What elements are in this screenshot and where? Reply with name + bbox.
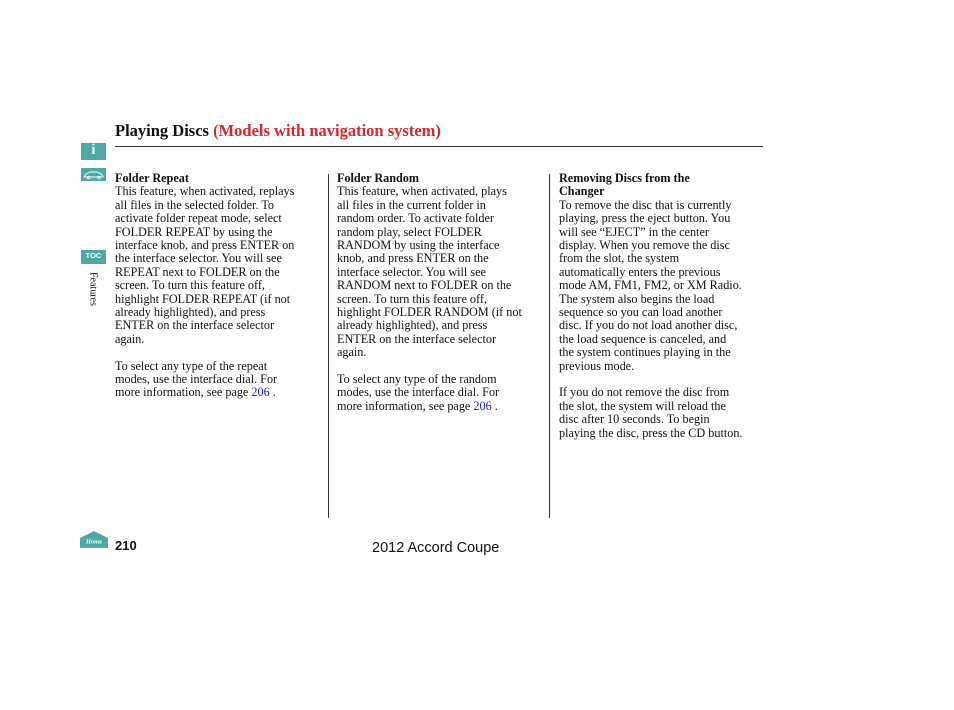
note-line: If you do not remove the disc from bbox=[559, 385, 730, 400]
folder-repeat-heading: Folder Repeat bbox=[115, 171, 189, 185]
body-line: all files in the current folder in bbox=[337, 197, 486, 212]
folder-random-section bbox=[337, 172, 543, 413]
body-line: interface selector. You will see bbox=[337, 264, 486, 279]
reference-prefix: more information, see page bbox=[337, 398, 471, 413]
body-line: will see “EJECT” in the center bbox=[559, 224, 709, 239]
removing-discs-heading: Removing Discs from the bbox=[559, 171, 690, 185]
page-title bbox=[115, 121, 441, 141]
body-line: the interface selector. You will see bbox=[115, 251, 282, 266]
toc-label: TOC bbox=[85, 251, 102, 260]
home-icon[interactable] bbox=[80, 531, 108, 548]
body-line: FOLDER REPEAT by using the bbox=[115, 224, 273, 239]
folder-random-heading: Folder Random bbox=[337, 171, 420, 185]
body-line: ENTER on the interface selector bbox=[115, 318, 275, 333]
folder-repeat-section bbox=[115, 172, 321, 400]
page-link-206[interactable]: 206 bbox=[251, 385, 270, 400]
note-line: modes, use the interface dial. For bbox=[337, 385, 500, 400]
body-line: screen. To turn this feature off, bbox=[115, 278, 265, 293]
body-line: from the slot, the system bbox=[559, 251, 680, 266]
body-line: To remove the disc that is currently bbox=[559, 197, 732, 212]
info-icon[interactable]: i bbox=[81, 143, 106, 160]
column-divider bbox=[328, 174, 329, 518]
removing-discs-section bbox=[559, 172, 765, 440]
body-line: already highlighted), and press bbox=[337, 318, 488, 333]
page-reference bbox=[115, 386, 321, 399]
body-line: highlight FOLDER REPEAT (if not bbox=[115, 291, 291, 306]
note-line: playing the disc, press the CD button. bbox=[559, 425, 743, 440]
body-line: playing, press the eject button. You bbox=[559, 211, 731, 226]
reference-suffix: . bbox=[494, 398, 498, 413]
removing-discs-heading: Changer bbox=[559, 184, 605, 199]
body-line: This feature, when activated, plays bbox=[337, 184, 507, 199]
header-divider bbox=[115, 146, 763, 147]
body-line: The system also begins the load bbox=[559, 291, 715, 306]
page-link-206[interactable]: 206 bbox=[473, 398, 492, 413]
note-line: modes, use the interface dial. For bbox=[115, 372, 278, 387]
reference-prefix: more information, see page bbox=[115, 385, 249, 400]
note-line: the slot, the system will reload the bbox=[559, 398, 726, 413]
body-line: mode AM, FM1, FM2, or XM Radio. bbox=[559, 278, 742, 293]
body-line: random play, select FOLDER bbox=[337, 224, 482, 239]
body-line: the system continues playing in the bbox=[559, 345, 731, 360]
body-line: ENTER on the interface selector bbox=[337, 331, 497, 346]
body-line: again. bbox=[115, 331, 145, 346]
body-line: highlight FOLDER RANDOM (if not bbox=[337, 305, 522, 320]
body-line: the load sequence is canceled, and bbox=[559, 331, 727, 346]
body-line: sequence so you can load another bbox=[559, 305, 723, 320]
body-line: REPEAT next to FOLDER on the bbox=[115, 264, 280, 279]
body-line: display. When you remove the disc bbox=[559, 238, 730, 253]
body-line: This feature, when activated, replays bbox=[115, 184, 295, 199]
column-divider bbox=[549, 174, 550, 518]
car-icon[interactable] bbox=[81, 168, 106, 181]
reference-suffix: . bbox=[272, 385, 276, 400]
document-title: 2012 Accord Coupe bbox=[372, 540, 500, 556]
toc-icon[interactable] bbox=[81, 250, 106, 264]
body-line: all files in the selected folder. To bbox=[115, 197, 275, 212]
page-title-main: Playing Discs bbox=[115, 121, 209, 140]
body-line: again. bbox=[337, 345, 367, 360]
page-reference bbox=[337, 400, 543, 413]
body-line: RANDOM next to FOLDER on the bbox=[337, 278, 512, 293]
body-line: automatically enters the previous bbox=[559, 264, 721, 279]
body-line: disc. If you do not load another disc, bbox=[559, 318, 738, 333]
home-label: Home bbox=[85, 538, 103, 546]
section-tab-features: Features bbox=[87, 272, 99, 306]
body-line: activate folder repeat mode, select bbox=[115, 211, 282, 226]
body-line: RANDOM by using the interface bbox=[337, 238, 500, 253]
note-line: To select any type of the repeat bbox=[115, 358, 268, 373]
body-line: knob, and press ENTER on the bbox=[337, 251, 489, 266]
page-number: 210 bbox=[115, 538, 137, 553]
body-line: already highlighted), and press bbox=[115, 305, 266, 320]
body-line: random order. To activate folder bbox=[337, 211, 494, 226]
note-line: To select any type of the random bbox=[337, 372, 497, 387]
body-line: screen. To turn this feature off, bbox=[337, 291, 487, 306]
page-title-models: (Models with navigation system) bbox=[213, 121, 441, 140]
body-line: previous mode. bbox=[559, 358, 635, 373]
body-line: interface knob, and press ENTER on bbox=[115, 238, 295, 253]
note-line: disc after 10 seconds. To begin bbox=[559, 412, 710, 427]
